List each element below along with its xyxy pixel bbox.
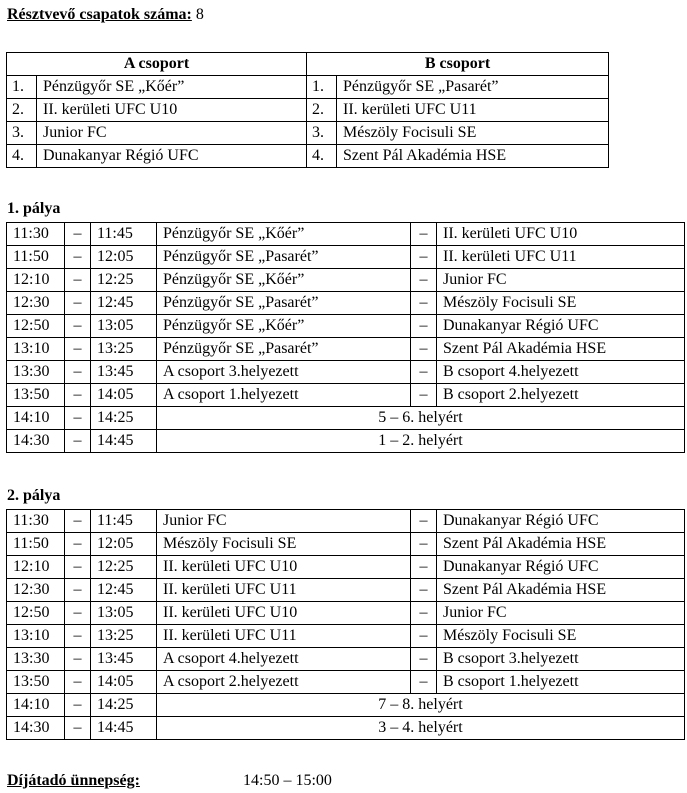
away-team: B csoport 2.helyezett (437, 384, 685, 407)
home-team: A csoport 1.helyezett (157, 384, 411, 407)
home-team: Pénzügyőr SE „Kőér” (157, 269, 411, 292)
group-a-team: Junior FC (37, 122, 307, 145)
end-time: 13:25 (91, 625, 157, 648)
away-team: B csoport 1.helyezett (437, 671, 685, 694)
time-separator: – (65, 694, 91, 717)
placement-label: 3 – 4. helyért (157, 717, 685, 740)
time-separator: – (65, 246, 91, 269)
start-time: 13:50 (7, 671, 65, 694)
end-time: 14:05 (91, 384, 157, 407)
versus-dash: – (411, 602, 437, 625)
ceremony-line (7, 771, 140, 791)
home-team: II. kerületi UFC U11 (157, 625, 411, 648)
versus-dash: – (411, 671, 437, 694)
group-b-position: 3. (307, 122, 337, 145)
time-separator: – (65, 361, 91, 384)
away-team: Junior FC (437, 602, 685, 625)
versus-dash: – (411, 315, 437, 338)
end-time: 14:05 (91, 671, 157, 694)
field2-schedule (6, 509, 685, 740)
end-time: 12:25 (91, 269, 157, 292)
start-time: 12:30 (7, 292, 65, 315)
match-row (7, 671, 685, 694)
time-separator: – (65, 407, 91, 430)
start-time: 14:30 (7, 717, 65, 740)
time-separator: – (65, 533, 91, 556)
placement-label: 7 – 8. helyért (157, 694, 685, 717)
participants-label: Résztvevő csapatok száma: (7, 6, 192, 23)
end-time: 12:05 (91, 246, 157, 269)
home-team: Junior FC (157, 510, 411, 533)
home-team: Pénzügyőr SE „Kőér” (157, 315, 411, 338)
time-separator: – (65, 648, 91, 671)
group-b-team: Szent Pál Akadémia HSE (337, 145, 609, 168)
group-row (7, 122, 609, 145)
start-time: 13:10 (7, 338, 65, 361)
start-time: 14:10 (7, 694, 65, 717)
time-separator: – (65, 602, 91, 625)
group-b-header: B csoport (307, 53, 609, 76)
match-row (7, 338, 685, 361)
ceremony-time: 14:50 – 15:00 (243, 772, 332, 789)
time-separator: – (65, 579, 91, 602)
group-row (7, 145, 609, 168)
end-time: 12:45 (91, 292, 157, 315)
match-row (7, 246, 685, 269)
end-time: 12:05 (91, 533, 157, 556)
end-time: 11:45 (91, 223, 157, 246)
groups-table (6, 52, 609, 168)
end-time: 13:05 (91, 315, 157, 338)
away-team: Dunakanyar Régió UFC (437, 556, 685, 579)
end-time: 13:45 (91, 648, 157, 671)
match-row (7, 315, 685, 338)
time-separator: – (65, 556, 91, 579)
time-separator: – (65, 315, 91, 338)
start-time: 12:10 (7, 556, 65, 579)
end-time: 14:45 (91, 430, 157, 453)
end-time: 14:25 (91, 407, 157, 430)
time-separator: – (65, 269, 91, 292)
start-time: 14:10 (7, 407, 65, 430)
group-a-position: 4. (7, 145, 37, 168)
end-time: 14:25 (91, 694, 157, 717)
away-team: Mészöly Focisuli SE (437, 625, 685, 648)
group-b-position: 1. (307, 76, 337, 99)
home-team: Pénzügyőr SE „Pasarét” (157, 246, 411, 269)
group-b-position: 4. (307, 145, 337, 168)
match-row (7, 648, 685, 671)
start-time: 14:30 (7, 430, 65, 453)
away-team: Dunakanyar Régió UFC (437, 510, 685, 533)
group-row (7, 76, 609, 99)
start-time: 12:50 (7, 602, 65, 625)
group-row (7, 99, 609, 122)
placement-row (7, 717, 685, 740)
away-team: Junior FC (437, 269, 685, 292)
start-time: 13:10 (7, 625, 65, 648)
match-row (7, 223, 685, 246)
away-team: B csoport 4.helyezett (437, 361, 685, 384)
match-row (7, 384, 685, 407)
versus-dash: – (411, 338, 437, 361)
match-row (7, 625, 685, 648)
start-time: 13:30 (7, 648, 65, 671)
placement-label: 1 – 2. helyért (157, 430, 685, 453)
home-team: A csoport 2.helyezett (157, 671, 411, 694)
match-row (7, 510, 685, 533)
versus-dash: – (411, 384, 437, 407)
away-team: Mészöly Focisuli SE (437, 292, 685, 315)
away-team: B csoport 3.helyezett (437, 648, 685, 671)
home-team: II. kerületi UFC U11 (157, 579, 411, 602)
field1-schedule (6, 222, 685, 453)
home-team: Pénzügyőr SE „Kőér” (157, 223, 411, 246)
field1-body (7, 223, 685, 453)
participants-line (7, 5, 204, 25)
time-separator: – (65, 223, 91, 246)
end-time: 11:45 (91, 510, 157, 533)
match-row (7, 556, 685, 579)
match-row (7, 361, 685, 384)
time-separator: – (65, 338, 91, 361)
end-time: 14:45 (91, 717, 157, 740)
start-time: 11:50 (7, 246, 65, 269)
group-a-team: Dunakanyar Régió UFC (37, 145, 307, 168)
group-a-position: 2. (7, 99, 37, 122)
away-team: II. kerületi UFC U10 (437, 223, 685, 246)
start-time: 13:30 (7, 361, 65, 384)
field2-title: 2. pálya (7, 487, 61, 504)
start-time: 11:30 (7, 510, 65, 533)
away-team: Dunakanyar Régió UFC (437, 315, 685, 338)
group-a-position: 3. (7, 122, 37, 145)
end-time: 13:25 (91, 338, 157, 361)
group-a-team: II. kerületi UFC U10 (37, 99, 307, 122)
away-team: Szent Pál Akadémia HSE (437, 533, 685, 556)
match-row (7, 292, 685, 315)
time-separator: – (65, 717, 91, 740)
match-row (7, 602, 685, 625)
groups-body (7, 76, 609, 168)
group-b-team: Mészöly Focisuli SE (337, 122, 609, 145)
away-team: II. kerületi UFC U11 (437, 246, 685, 269)
end-time: 13:05 (91, 602, 157, 625)
start-time: 11:50 (7, 533, 65, 556)
start-time: 12:50 (7, 315, 65, 338)
end-time: 12:45 (91, 579, 157, 602)
versus-dash: – (411, 625, 437, 648)
group-a-team: Pénzügyőr SE „Kőér” (37, 76, 307, 99)
time-separator: – (65, 510, 91, 533)
versus-dash: – (411, 223, 437, 246)
participants-count: 8 (195, 6, 204, 23)
match-row (7, 579, 685, 602)
group-b-position: 2. (307, 99, 337, 122)
home-team: Pénzügyőr SE „Pasarét” (157, 292, 411, 315)
versus-dash: – (411, 246, 437, 269)
versus-dash: – (411, 269, 437, 292)
versus-dash: – (411, 361, 437, 384)
versus-dash: – (411, 579, 437, 602)
start-time: 12:30 (7, 579, 65, 602)
time-separator: – (65, 430, 91, 453)
versus-dash: – (411, 510, 437, 533)
away-team: Szent Pál Akadémia HSE (437, 338, 685, 361)
time-separator: – (65, 292, 91, 315)
versus-dash: – (411, 556, 437, 579)
end-time: 12:25 (91, 556, 157, 579)
away-team: Szent Pál Akadémia HSE (437, 579, 685, 602)
match-row (7, 533, 685, 556)
end-time: 13:45 (91, 361, 157, 384)
home-team: A csoport 3.helyezett (157, 361, 411, 384)
start-time: 13:50 (7, 384, 65, 407)
versus-dash: – (411, 292, 437, 315)
time-separator: – (65, 625, 91, 648)
group-b-team: Pénzügyőr SE „Pasarét” (337, 76, 609, 99)
group-a-header: A csoport (7, 53, 307, 76)
field1-title: 1. pálya (7, 200, 61, 217)
home-team: II. kerületi UFC U10 (157, 602, 411, 625)
start-time: 12:10 (7, 269, 65, 292)
start-time: 11:30 (7, 223, 65, 246)
group-a-position: 1. (7, 76, 37, 99)
placement-row (7, 430, 685, 453)
group-b-team: II. kerületi UFC U11 (337, 99, 609, 122)
home-team: II. kerületi UFC U10 (157, 556, 411, 579)
time-separator: – (65, 384, 91, 407)
placement-label: 5 – 6. helyért (157, 407, 685, 430)
versus-dash: – (411, 648, 437, 671)
ceremony-label: Díjátadó ünnepség: (7, 772, 140, 789)
match-row (7, 269, 685, 292)
placement-row (7, 694, 685, 717)
home-team: A csoport 4.helyezett (157, 648, 411, 671)
home-team: Pénzügyőr SE „Pasarét” (157, 338, 411, 361)
field2-body (7, 510, 685, 740)
placement-row (7, 407, 685, 430)
home-team: Mészöly Focisuli SE (157, 533, 411, 556)
versus-dash: – (411, 533, 437, 556)
time-separator: – (65, 671, 91, 694)
